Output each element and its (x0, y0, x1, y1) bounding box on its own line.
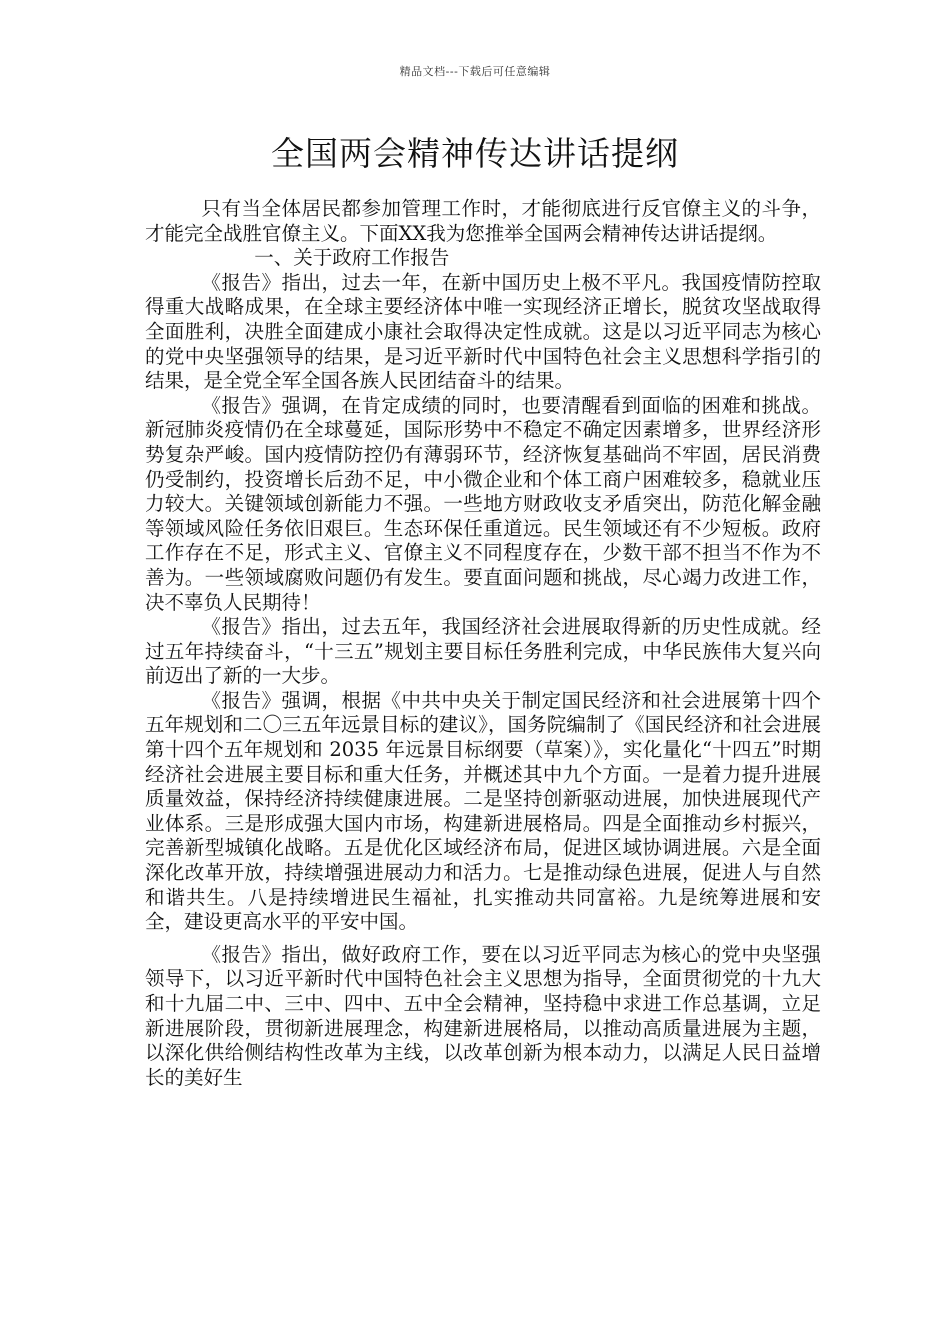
body-paragraph: 《报告》强调，在肯定成绩的同时，也要清醒看到面临的困难和挑战。新冠肺炎疫情仍在全球蔓延，国际形势中不稳定不确定因素增多，世界经济形势复杂严峻。国内疫情防控仍有薄弱环节，经济恢复基础尚不牢固，居民消费仍受制约，投资增长后劲不足，中小微企业和个体工商户困难较多，稳就业压力较大。关键领域创新能力不强。一些地方财政收支矛盾突出，防范化解金融等领域风险任务依旧艰巨。生态环保任重道远。民生领域还有不少短板。政府工作存在不足，形式主义、官僚主义不同程度存在，少数干部不担当不作为不善为。一些领域腐败问题仍有发生。要直面问题和挑战，尽心竭力改进工作，决不辜负人民期待！ (145, 393, 821, 614)
header-note: 精品文档---下载后可任意编辑 (399, 65, 551, 78)
body-paragraph: 《报告》强调，根据《中共中央关于制定国民经济和社会进展第十四个五年规划和二〇三五年远景目标的建议》，国务院编制了《国民经济和社会进展第十四个五年规划和 2035 年远景目标纲要（草案）》，实化量化“十四五”时期经济社会进展主要目标和重大任务，并概述其中九个方面。一是着力提升进展质量效益，保持经济持续健康进展。二是坚持创新驱动进展，加快进展现代产业体系。三是形成强大国内市场，构建新进展格局。四是全面推动乡村振兴，完善新型城镇化战略。五是优化区域经济布局，促进区域协调进展。六是全面深化改革开放，持续增强进展动力和活力。七是推动绿色进展，促进人与自然和谐共生。八是持续增进民生福祉，扎实推动共同富裕。九是统筹进展和安全，建设更高水平的平安中国。 (145, 688, 821, 934)
body-paragraph: 《报告》指出，过去五年，我国经济社会进展取得新的历史性成就。经过五年持续奋斗，“十三五”规划主要目标任务胜利完成，中华民族伟大复兴向前迈出了新的一大步。 (145, 615, 821, 688)
document-body (145, 197, 821, 1090)
body-paragraph: 《报告》指出，过去一年，在新中国历史上极不平凡。我国疫情防控取得重大战略成果，在全球主要经济体中唯一实现经济正增长，脱贫攻坚战取得全面胜利，决胜全面建成小康社会取得决定性成就。这是以习近平同志为核心的党中央坚强领导的结果，是习近平新时代中国特色社会主义思想科学指引的结果，是全党全军全国各族人民团结奋斗的结果。 (145, 270, 821, 393)
intro-paragraph: 只有当全体居民都参加管理工作时，才能彻底进行反官僚主义的斗争，才能完全战胜官僚主义。下面XX我为您推举全国两会精神传达讲话提纲。 (145, 197, 821, 245)
section-heading: 一、关于政府工作报告 (254, 246, 450, 270)
body-paragraph: 《报告》指出，做好政府工作，要在以习近平同志为核心的党中央坚强领导下，以习近平新时代中国特色社会主义思想为指导，全面贯彻党的十九大和十九届二中、三中、四中、五中全会精神，坚持稳中求进工作总基调，立足新进展阶段，贯彻新进展理念，构建新进展格局，以推动高质量进展为主题，以深化供给侧结构性改革为主线，以改革创新为根本动力，以满足人民日益增长的美好生 (145, 942, 821, 1089)
document-title: 全国两会精神传达讲话提纲 (271, 134, 679, 173)
